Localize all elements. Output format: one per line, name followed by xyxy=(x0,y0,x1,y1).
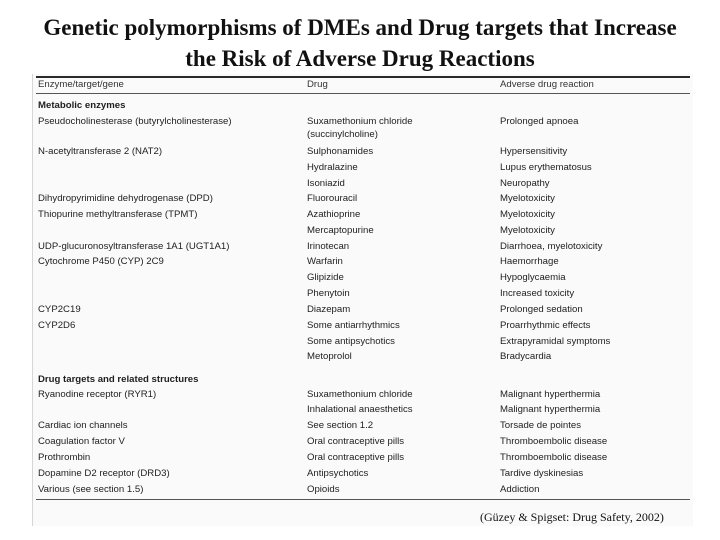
table-cell: Oral contraceptive pills xyxy=(307,436,405,447)
table-cell: Suxamethonium chloride xyxy=(307,389,413,400)
table-cell: Thiopurine methyltransferase (TPMT) xyxy=(38,209,198,220)
table-cell: Bradycardia xyxy=(500,351,552,362)
table-cell: Phenytoin xyxy=(307,288,350,299)
table-cell: Metoprolol xyxy=(307,351,352,362)
table-cell: Dihydropyrimidine dehydrogenase (DPD) xyxy=(38,193,213,204)
table-cell: Ryanodine receptor (RYR1) xyxy=(38,389,157,400)
table-cell: Sulphonamides xyxy=(307,146,374,157)
table-cell: Diarrhoea, myelotoxicity xyxy=(500,241,603,252)
table-cell: Malignant hyperthermia xyxy=(500,389,601,400)
title-line-2: the Risk of Adverse Drug Reactions xyxy=(185,46,535,71)
table-cell: Myelotoxicity xyxy=(500,225,555,236)
section-drug-targets: Drug targets and related structures xyxy=(38,374,199,385)
table-top-rule xyxy=(36,76,690,78)
table-cell: UDP-glucuronosyltransferase 1A1 (UGT1A1) xyxy=(38,241,230,252)
table-cell: Neuropathy xyxy=(500,178,550,189)
table-cell: Thromboembolic disease xyxy=(500,452,608,463)
table-cell: Suxamethonium chloride xyxy=(307,116,413,127)
table-cell: Thromboembolic disease xyxy=(500,436,608,447)
table-cell: Increased toxicity xyxy=(500,288,575,299)
table-cell: Inhalational anaesthetics xyxy=(307,404,413,415)
table-cell: Warfarin xyxy=(307,256,343,267)
table-cell: Diazepam xyxy=(307,304,351,315)
table-cell: Myelotoxicity xyxy=(500,209,555,220)
table-bottom-rule xyxy=(36,499,690,500)
table-cell: N-acetyltransferase 2 (NAT2) xyxy=(38,146,163,157)
table-cell: Tardive dyskinesias xyxy=(500,468,584,479)
table-cell: Hypoglycaemia xyxy=(500,272,566,283)
table-cell: Pseudocholinesterase (butyrylcholinesterase) xyxy=(38,116,232,127)
table-cell: Isoniazid xyxy=(307,178,345,189)
header-drug: Drug xyxy=(307,79,328,90)
table-header-rule xyxy=(36,93,690,94)
table-cell: Various (see section 1.5) xyxy=(38,484,144,495)
table-cell: Extrapyramidal symptoms xyxy=(500,336,611,347)
table-cell: CYP2C19 xyxy=(38,304,81,315)
table-cell: See section 1.2 xyxy=(307,420,374,431)
table-cell: Some antipsychotics xyxy=(307,336,395,347)
table-cell: Prolonged sedation xyxy=(500,304,583,315)
table-cell: Mercaptopurine xyxy=(307,225,374,236)
table-cell: Oral contraceptive pills xyxy=(307,452,405,463)
table-cell: Lupus erythematosus xyxy=(500,162,592,173)
table-cell: Cytochrome P450 (CYP) 2C9 xyxy=(38,256,164,267)
table-cell: (succinylcholine) xyxy=(307,129,378,140)
header-enzyme: Enzyme/target/gene xyxy=(38,79,124,90)
title-line-1: Genetic polymorphisms of DMEs and Drug targets that Increase xyxy=(43,15,677,40)
table-cell: Opioids xyxy=(307,484,340,495)
table-cell: Azathioprine xyxy=(307,209,361,220)
table-cell: Hypersensitivity xyxy=(500,146,568,157)
citation: (Güzey & Spigset: Drug Safety, 2002) xyxy=(480,510,664,524)
table-cell: Torsade de pointes xyxy=(500,420,582,431)
table-cell: Prothrombin xyxy=(38,452,91,463)
table-cell: Cardiac ion channels xyxy=(38,420,128,431)
table-cell: Malignant hyperthermia xyxy=(500,404,601,415)
table-cell: CYP2D6 xyxy=(38,320,76,331)
section-metabolic-enzymes: Metabolic enzymes xyxy=(38,100,126,111)
table-cell: Proarrhythmic effects xyxy=(500,320,591,331)
table-cell: Glipizide xyxy=(307,272,344,283)
table-cell: Hydralazine xyxy=(307,162,358,173)
table-cell: Haemorrhage xyxy=(500,256,559,267)
table-cell: Fluorouracil xyxy=(307,193,358,204)
table-cell: Some antiarrhythmics xyxy=(307,320,400,331)
slide-title xyxy=(0,12,720,74)
table-cell: Dopamine D2 receptor (DRD3) xyxy=(38,468,170,479)
table-cell: Irinotecan xyxy=(307,241,350,252)
table-cell: Addiction xyxy=(500,484,540,495)
header-adr: Adverse drug reaction xyxy=(500,79,594,90)
table-cell: Coagulation factor V xyxy=(38,436,125,447)
table-cell: Myelotoxicity xyxy=(500,193,555,204)
table-cell: Prolonged apnoea xyxy=(500,116,579,127)
table-cell: Antipsychotics xyxy=(307,468,369,479)
